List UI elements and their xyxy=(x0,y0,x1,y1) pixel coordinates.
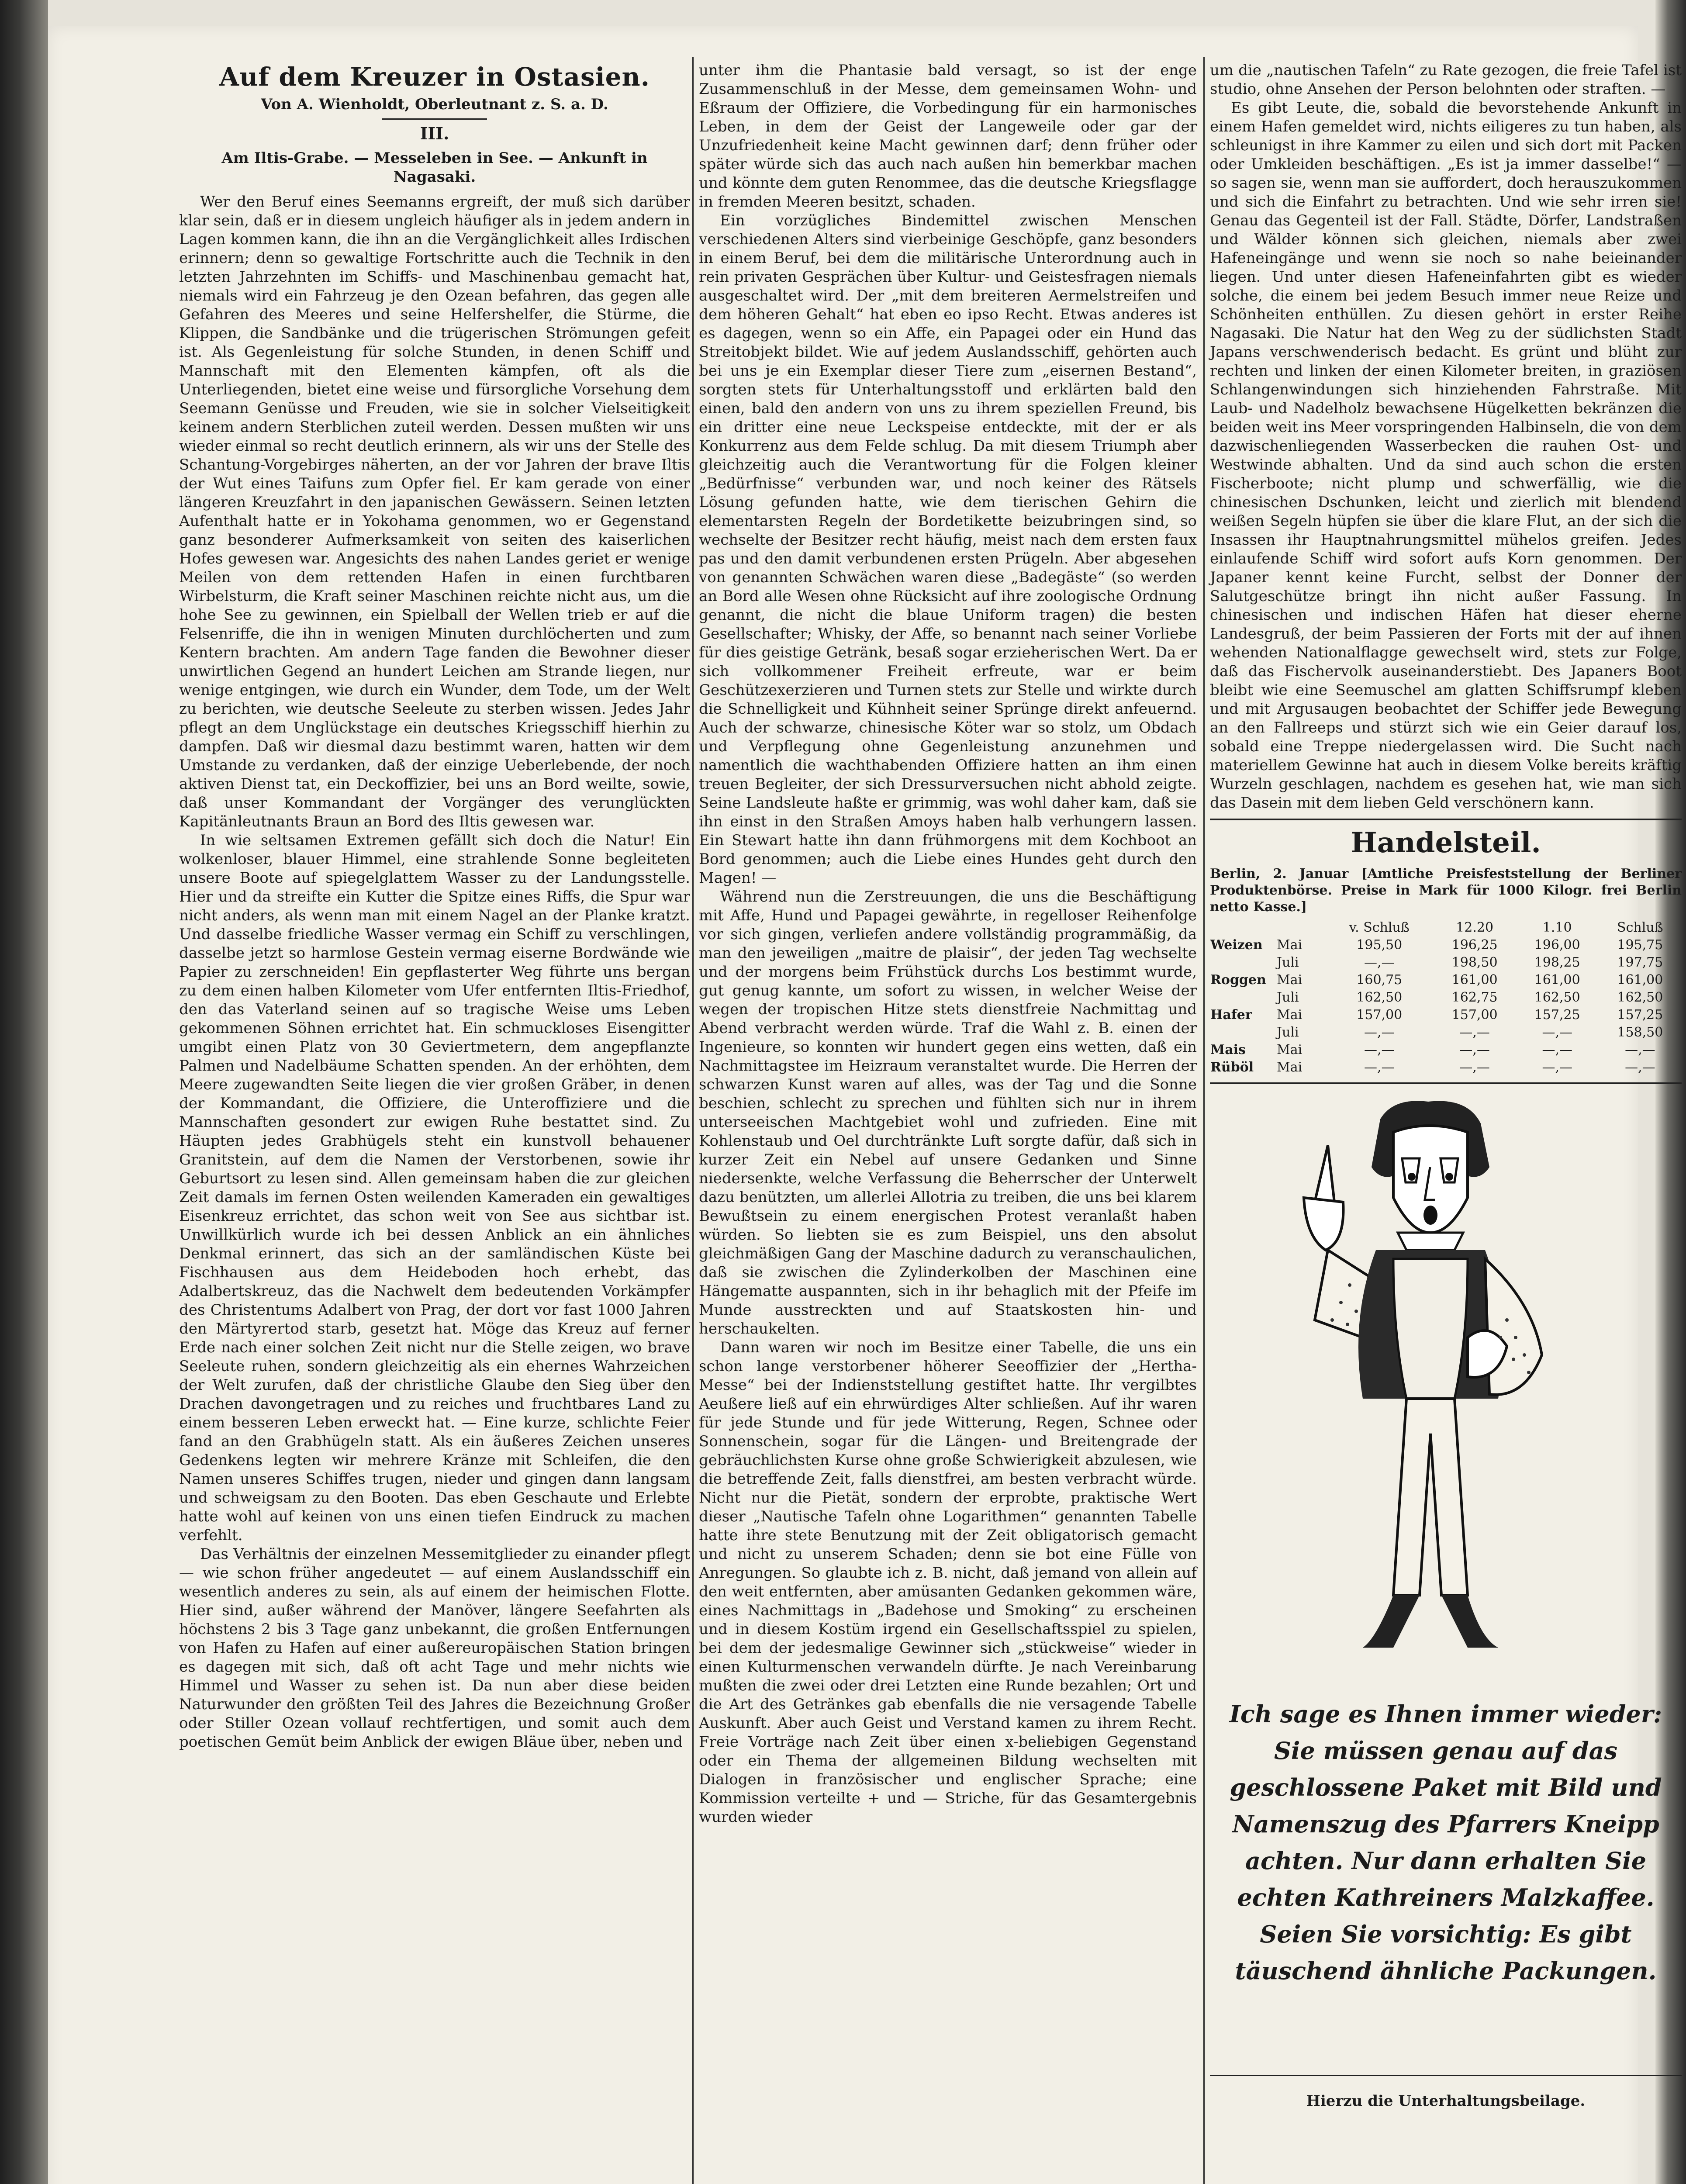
commodity-name: Rüböl xyxy=(1210,1060,1254,1075)
article-title: Auf dem Kreuzer in Ostasien. xyxy=(219,62,650,92)
commodity-name: Weizen xyxy=(1210,937,1263,953)
price-cell: 195,75 xyxy=(1617,937,1663,953)
price-cell: —,— xyxy=(1542,1025,1572,1040)
price-cell: 157,25 xyxy=(1617,1007,1663,1023)
article-paragraph: Wer den Beruf eines Seemanns ergreift, der muß sich darüber klar sein, daß er in diesem ungleich häufiger als in jedem andern in Lagen kommen kann, die ihn an die Vergänglichkeit alles Irdischen erinnern; denn so gewaltige Fortschritte auch die Technik in den letzten Jahrzehnten im Schiffs- und Maschinenbau gemacht hat, niemals wird ein Fahrzeug je den Ozean befahren, das gegen alle Gefahren des Meeres und seine Helfershelfer, die Stürme, die Klippen, die Sandbänke und die trügerischen Strömungen gefeit ist. Als Gegenleistung für solche Stunden, in denen Schiff und Mannschaft mit den Elementen kämpfen, oft als die Unterliegenden, bietet eine weise und fürsorgliche Vorsehung dem Seemann Genüsse und Freuden, wie sie in solcher Vielseitigkeit keinem andern Sterblichen zuteil werden. Dessen mußten wir uns wieder einmal so recht deutlich erinnern, als wir uns der Stelle des Schantung-Vorgebirges näherten, an der vor Jahren der brave Iltis der Wut eines Taifuns zum Opfer fiel. Er kam gerade von einer längeren Kreuzfahrt in den japanischen Gewässern. Seinen letzten Aufenthalt hatte er in Yokohama genommen, wo er Gegenstand ganz besonderer Aufmerksamkeit von seiten des kaiserlichen Hofes gewesen war. Angesichts des nahen Landes geriet er wenige Meilen von dem rettenden Hafen in einen furchtbaren Wirbelsturm, die Kraft seiner Maschinen reichte nicht aus, um die hohe See zu gewinnen, ein Spielball der Wellen trieb er auf die Felsenriffe, die ihn in wenigen Minuten durchlöcherten und zum Kentern brachten. Am andern Tage fanden die Bewohner dieser unwirtlichen Gegend an hundert Leichen am Strande liegen, nur wenige entgingen, wie durch ein Wunder, dem Tode, um der Welt zu berichten, wie deutsche Seeleute zu sterben wissen. Jedes Jahr pflegt an dem Unglückstage ein deutsches Kriegsschiff hierhin zu dampfen. Daß wir diesmal dazu bestimmt waren, hatten wir dem Umstande zu verdanken, daß der einzige Ueberlebende, der noch aktiven Dienst tat, ein Deckoffizier, bei uns an Bord weilte, sowie, daß unser Kommandant der Vorgänger des verunglückten Kapitänleutnants Braun an Bord des Iltis gewesen war. xyxy=(179,193,690,830)
price-cell: 160,75 xyxy=(1356,972,1403,988)
price-cell: —,— xyxy=(1459,1060,1490,1075)
article-subhead: Am Iltis-Grabe. — Messeleben in See. — Ankunft in Nagasaki. xyxy=(221,149,648,186)
market-report-heading: Berlin, 2. Januar [Amtliche Preisfeststellung der Berliner Produktenbörse. Preise in Mark für 1000 Kilogr. frei Berlin netto Kasse.] xyxy=(1210,866,1682,915)
delivery-month: Mai xyxy=(1277,1042,1303,1057)
commodity-name xyxy=(1210,1024,1276,1041)
article-byline: Von A. Wienholdt, Oberleutnant z. S. a. D. xyxy=(261,96,608,113)
delivery-month: Juli xyxy=(1277,990,1299,1005)
column-header: Schluß xyxy=(1617,920,1663,935)
delivery-month: Mai xyxy=(1277,1007,1303,1023)
column-2 xyxy=(699,61,1197,1827)
pfarrer-figure-illustration xyxy=(1262,1093,1577,1678)
newspaper-page xyxy=(48,26,1682,2184)
delivery-month: Mai xyxy=(1277,1060,1303,1075)
price-cell: 162,50 xyxy=(1534,990,1580,1005)
column-header: 1.10 xyxy=(1542,920,1572,935)
price-cell: —,— xyxy=(1364,1025,1395,1040)
delivery-month: Mai xyxy=(1277,937,1303,953)
price-cell: 195,50 xyxy=(1356,937,1403,953)
price-cell: —,— xyxy=(1459,1042,1490,1057)
article-paragraph: Das Verhältnis der einzelnen Messemitglieder zu einander pflegt — wie schon früher angedeutet — auf einem Auslandsschiff ein wesentlich anderes zu sein, als auf einem der heimischen Flotte. Hier sind, außer während der Manöver, längere Seefahrten als höchstens 2 bis 3 Tage ganz unbekannt, die großen Entfernungen von Hafen zu Hafen auf einer außereuropäischen Station bringen es dagegen mit sich, daß oft acht Tage und mehr nichts wie Himmel und Wasser zu sehen ist. Da nun aber diese beiden Naturwunder den größten Teil des Jahres die Bezeichnung Großer oder Stiller Ozean vollauf rechtfertigen, und somit auch dem poetischen Gemüt beim Anblick der ewigen Bläue über, neben und xyxy=(179,1545,690,1751)
table-body xyxy=(1210,936,1682,1076)
price-cell: 197,75 xyxy=(1617,955,1663,970)
price-cell: —,— xyxy=(1459,1025,1490,1040)
scan-edge-left xyxy=(0,0,48,2184)
grain-price-table xyxy=(1210,919,1682,1076)
price-cell: 162,50 xyxy=(1617,990,1663,1005)
price-cell: 196,25 xyxy=(1451,937,1498,953)
handelsteil-title: Handelsteil. xyxy=(1351,826,1541,859)
price-cell: 198,25 xyxy=(1534,955,1580,970)
footer-rule xyxy=(1210,2075,1682,2076)
price-cell: —,— xyxy=(1625,1042,1655,1057)
price-cell: 157,00 xyxy=(1356,1007,1403,1023)
table-row xyxy=(1210,954,1682,971)
column-header: 12.20 xyxy=(1456,920,1494,935)
price-cell: 157,25 xyxy=(1534,1007,1580,1023)
delivery-month: Juli xyxy=(1277,1025,1299,1040)
price-cell: 196,00 xyxy=(1534,937,1580,953)
table-row xyxy=(1210,1024,1682,1041)
title-divider xyxy=(382,118,487,120)
advert-text: Ich sage es Ihnen immer wieder: Sie müssen genau auf das geschlossene Paket mit Bild und Namenszug des Pfarrers Kneipp achten. Nur dann erhalten Sie echten Kathreiners Malzkaffee. Seien Sie vorsichtig: Es gibt täuschend ähnliche Packungen. xyxy=(1229,1700,1662,1985)
article-paragraph: um die „nautischen Tafeln“ zu Rate gezogen, die freie Tafel ist studio, ohne Ansehen der Person belohnten oder straften. — xyxy=(1210,62,1682,98)
commodity-name: Roggen xyxy=(1210,972,1266,988)
price-cell: 158,50 xyxy=(1617,1025,1663,1040)
article-paragraph: Dann waren wir noch im Besitze einer Tabelle, die uns ein schon lange verstorbener höherer Seeoffizier der „Hertha-Messe“ bei der Indienststellung gestiftet hatte. Ihr vergilbtes Aeußere ließ auf ein ehrwürdiges Alter schließen. Auf ihr waren für jede Stunde und für jede Witterung, Regen, Schnee oder Sonnenschein, sogar für die Längen- und Breitengrade der gebräuchlichsten Kurse ohne große Schwierigkeit abzulesen, wie die betreffende Zeit, falls dienstfrei, am besten verbracht würde. Nicht nur die Pietät, sondern der erprobte, praktische Wert dieser „Nautische Tafeln ohne Logarithmen“ genannten Tabelle hatte ihre stete Benutzung mit der Zeit obligatorisch gemacht und nicht zu unserem Schaden; denn sie bot eine Fülle von Anregungen. So glaubte ich z. B. nicht, daß jemand von allein auf den weit entfernten, aber amüsanten Gedanken gekommen wäre, eines Nachmittags in „Badehose und Smoking“ zu erscheinen und in diesem Kostüm irgend ein Gesellschaftsspiel zu spielen, bei dem der jedesmalige Gewinner sich „stückweise“ wieder in einen Kulturmenschen verwandeln dürfte. Je nach Vereinbarung mußten die zwei oder drei Letzten eine Runde bezahlen; Ort und die Art des Getränkes gab ebenfalls die nie versagende Tabelle Auskunft. Aber auch Geist und Verstand kamen zu ihrem Recht. Freie Vorträge nach Zeit über einen x-beliebigen Gegenstand oder ein Thema der allgemeinen Bildung wechselten mit Dialogen in französischer und englischer Sprache; eine Kommission verteilte + und — Striche, für das Gesamtergebnis wurden wieder xyxy=(699,1339,1197,1826)
article-paragraph: In wie seltsamen Extremen gefällt sich doch die Natur! Ein wolkenloser, blauer Himmel, eine strahlende Sonne begleiteten unsere Boote auf spiegelglattem Wasser zu der Landungsstelle. Hier und da streifte ein Kutter die Spitze eines Riffs, die Spur war nicht anders, als wenn man mit einem Nagel an der Planke kratzt. Und dasselbe friedliche Wasser vermag ein Schiff zu verschlingen, dasselbe jetzt so harmlose Gestein vermag eiserne Bordwände wie Papier zu zerschneiden! Ein gepflasterter Weg führte uns bergan zu dem einen halben Kilometer vom Ufer entfernten Iltis-Friedhof, den das Vaterland seinen auf so tragische Weise ums Leben gekommenen Söhnen errichtet hat. Ein schmuckloses Eisengitter umgibt einen Platz von 30 Geviertmetern, dem angepflanzte Palmen und Nadelbäume Schatten spenden. An der erhöhten, dem Meere zugewandten Seite liegen die vier großen Gräber, in denen der Kommandant, die Offiziere, die Unteroffiziere und die Mannschaften gesondert zur ewigen Ruhe bestattet sind. Zu Häupten jedes Grabhügels steht ein kunstvoll behauener Granitstein, auf dem die Namen der Verstorbenen, sowie ihr Geburtsort zu lesen sind. Allen gemeinsam haben die zur gleichen Zeit damals im fernen Osten weilenden Kameraden ein gewaltiges Eisenkreuz errichtet, das schon weit von See aus sichtbar ist. Unwillkürlich wurde ich bei dessen Anblick an ein ähnliches Denkmal erinnert, das sich an der samländischen Küste bei Fischhausen aus dem Heideboden hoch erhebt, das Adalbertskreuz, das die Nachwelt dem bedeutenden Vorkämpfer des Christentums Adalbert von Prag, der dort vor fast 1000 Jahren den Märtyrertod starb, gesetzt hat. Möge das Kreuz auf ferner Erde nach einer solchen Zeit nicht nur die Stelle zeigen, wo brave Seeleute ruhen, sondern gleichzeitig als ein ehernes Wahrzeichen der Welt zurufen, daß der christliche Glaube den Sieg über den Drachen davongetragen und zu reiches und fruchtbares Land zu einem besseren Leben erweckt hat. — Eine kurze, schlichte Feier fand an den Grabhügeln statt. Als ein äußeres Zeichen unseres Gedenkens legten wir mehrere Kränze mit Schleifen, die den Namen unseres Schiffes trugen, nieder und gingen dann langsam und schweigsam zu den Booten. Das eben Geschaute und Erlebte hatte wohl auf keinen von uns einen tiefen Eindruck zu machen verfehlt. xyxy=(179,832,690,1544)
article-paragraph: unter ihm die Phantasie bald versagt, so ist der enge Zusammenschluß in der Messe, dem gemeinsamen Wohn- und Eßraum der Offiziere, die Vorbedingung für ein harmonisches Leben, in dem der Geist der Langeweile oder gar der Unzufriedenheit keine Macht gewinnen darf; denn früher oder später würde sich das auch nach außen hin bemerkbar machen und könnte dem guten Renommee, das die deutsche Kriegsflagge in fremden Meeren besitzt, schaden. xyxy=(699,62,1197,211)
delivery-month: Mai xyxy=(1277,972,1303,988)
delivery-month: Juli xyxy=(1277,955,1299,970)
table-row xyxy=(1210,1006,1682,1024)
commodity-name: Hafer xyxy=(1210,1007,1252,1023)
price-cell: —,— xyxy=(1364,1042,1395,1057)
section-divider xyxy=(1210,819,1682,820)
column-1 xyxy=(179,61,690,1752)
price-cell: 162,50 xyxy=(1356,990,1403,1005)
commodity-name xyxy=(1210,989,1276,1006)
column-rule xyxy=(692,57,694,2184)
price-cell: 198,50 xyxy=(1451,955,1498,970)
price-cell: —,— xyxy=(1364,1060,1395,1075)
table-row xyxy=(1210,1041,1682,1059)
table-row xyxy=(1210,1059,1682,1076)
price-cell: 157,00 xyxy=(1451,1007,1498,1023)
article-paragraph: Ein vorzügliches Bindemittel zwischen Menschen verschiedenen Alters sind vierbeinige Geschöpfe, ganz besonders in einem Beruf, bei dem die militärische Unterordnung auch in rein privaten Gesprächen über Kultur- und Geistesfragen niemals ausgeschaltet wird. Der „mit dem breiteren Aermelstreifen und dem höheren Gehalt“ hat eben eo ipso Recht. Etwas anderes ist es dagegen, wenn so ein Affe, ein Papagei oder ein Hund das Streitobjekt bildet. Wie auf jedem Auslandsschiff, gehörten auch bei uns je ein Exemplar dieser Tiere zum „eisernen Bestand“, sorgten stets für Unterhaltungsstoff und erklärten bald den einen, bald den andern von uns zu ihrem speziellen Freund, bis ein dritter eine neue Leckspeise entdeckte, mit der er als Konkurrenz aus dem Felde schlug. Da mit diesem Triumph aber gleichzeitig auch die Verantwortung für die Folgen kleiner „Bedürfnisse“ verbunden war, und noch keiner des Rätsels Lösung gefunden hatte, wie dem tierischen Gehirn die elementarsten Regeln der Bordetikette beizubringen sind, so wechselte der Besitzer recht häufig, meist nach dem ersten faux pas und den damit verbundenen ersten Prügeln. Aber abgesehen von genannten Schwächen waren diese „Badegäste“ (so werden an Bord alle Wesen ohne Rücksicht auf ihre zoologische Ordnung genannt, die nicht die blaue Uniform tragen) die besten Gesellschafter; Whisky, der Affe, so benannt nach seiner Vorliebe für dies geistige Getränk, besaß sogar erzieherischen Wert. Da er sich vollkommener Freiheit erfreute, war er beim Geschützexerzieren und Turnen stets zur Stelle und wirkte durch die Schnelligkeit und Kühnheit seiner Sprünge direkt anfeuernd. Auch der schwarze, chinesische Köter war so stolz, um Obdach und Verpflegung ohne Gegenleistung anzunehmen und namentlich die wachthabenden Offiziere hatten an ihm einen treuen Begleiter, der sich Dressurversuchen nicht abhold zeigte. Seine Landsleute haßte er grimmig, was wohl daher kam, daß sie ihn einst in den Straßen Amoys haben halb verhungern lassen. Ein Stewart hatte ihn dann frühmorgens mit dem Kochboot an Bord genommen; auch die Liebe eines Hundes geht durch den Magen! — xyxy=(699,212,1197,887)
table-row xyxy=(1210,989,1682,1006)
table-row xyxy=(1210,936,1682,954)
section-divider xyxy=(1210,1082,1682,1084)
column-3 xyxy=(1210,61,1682,2032)
kathreiner-advert xyxy=(1210,1093,1682,2032)
price-cell: —,— xyxy=(1542,1042,1572,1057)
commodity-name: Mais xyxy=(1210,1042,1246,1057)
price-cell: 162,75 xyxy=(1451,990,1498,1005)
price-cell: —,— xyxy=(1625,1060,1655,1075)
supplement-note: Hierzu die Unterhaltungsbeilage. xyxy=(1306,2092,1586,2110)
price-cell: —,— xyxy=(1542,1060,1572,1075)
table-row xyxy=(1210,971,1682,989)
table-header-row xyxy=(1210,919,1682,936)
article-paragraph: Es gibt Leute, die, sobald die bevorstehende Ankunft in einem Hafen gemeldet wird, nichts eiligeres zu tun haben, als schleunigst in ihre Kammer zu eilen und sich dort mit Packen oder Umkleiden beschäftigen. „Es ist ja immer dasselbe!“ — so sagen sie, wenn man sie auffordert, doch herauszukommen und sich die Einfahrt zu betrachten. Und wie sehr irren sie! Genau das Gegenteil ist der Fall. Städte, Dörfer, Landstraßen und Wälder können sich gleichen, niemals aber zwei Hafeneingänge und wenn sie noch so nahe beieinander liegen. Und unter diesen Hafeneinfahrten gibt es wieder solche, die einem bei jedem Besuch immer neue Reize und Schönheiten enthüllen. Zu diesen gehört in erster Reihe Nagasaki. Die Natur hat den Weg zu der südlichsten Stadt Japans verschwenderisch bedacht. Es grünt und blüht zur rechten und linken der einen Kilometer breiten, in graziösen Schlangenwindungen sich hinziehenden Fahrstraße. Mit Laub- und Nadelholz bewachsene Hügelketten bekränzen die beiden weit ins Meer vorspringenden Halbinseln, die von dem dazwischenliegenden Wasserbecken die rauhen Ost- und Westwinde abhalten. Und da sind auch schon die ersten Fischerboote; nicht plump und schwerfällig, wie die chinesischen Dschunken, leicht und zierlich mit blendend weißen Segeln hüpfen sie über die klare Flut, an der sich die Insassen ihr Hauptnahrungsmittel mühelos greifen. Jedes einlaufende Schiff wird sofort aufs Korn genommen. Der Japaner kennt keine Furcht, selbst der Donner der Salutgeschütze bringt ihn nicht außer Fassung. In chinesischen und indischen Häfen hat dieser eherne Landesgruß, der beim Passieren der Forts mit der auf ihnen wehenden Nationalflagge gewechselt wird, stets zur Folge, daß das Fischervolk auseinanderstiebt. Des Japaners Boot bleibt wie eine Seemuschel am glatten Schiffsrumpf kleben und mit Argusaugen beobachtet der Schiffer jede Bewegung an den Fallreeps und stürzt sich wie ein Geier darauf los, sobald eine Treppe niedergelassen wird. Die Sucht nach materiellem Gewinne hat auch in diesem Volke bereits kräftig Wurzeln geschlagen, nachdem es gesehen hat, wie man sich das Dasein mit dem lieben Geld verschönern kann. xyxy=(1210,99,1682,812)
column-rule xyxy=(1203,57,1205,2184)
price-cell: 161,00 xyxy=(1451,972,1498,988)
article-paragraph: Während nun die Zerstreuungen, die uns die Beschäftigung mit Affe, Hund und Papagei gewährte, in regelloser Reihenfolge vor sich gingen, verliefen andere vollständig programmäßig, da man den jeweiligen „maitre de plaisir“, der jeden Tag wechselte und der morgens beim Frühstück durchs Los bestimmt wurde, gut genug kannte, um sofort zu wissen, in welcher Weise der wegen der tropischen Hitze stets dienstfreie Nachmittag und Abend verbracht werden würde. Traf die Wahl z. B. einen der Ingenieure, so konnten wir hundert gegen eins wetten, daß ein Nachmittagstee im Heizraum veranstaltet wurde. Die Herren der schwarzen Kunst waren auf alles, was der Tag und die Sonne beschien, schlecht zu sprechen und fühlten sich nur in ihrem unterseeischen Machtgebiet wohl und zufrieden. Eine mit Kohlenstaub und Oel durchtränkte Luft sorgte dafür, daß sich in kurzer Zeit ein Nebel auf unsere Gedanken und Sinne niedersenkte, welche Verfassung die Beherrscher der Unterwelt dazu benützten, um allerlei Allotria zu treiben, die uns bei klarem Bewußtsein zu einem energischen Protest veranlaßt haben würden. So liebten sie es zum Beispiel, uns den absolut gleichmäßigen Gang der Maschine dadurch zu veranschaulichen, daß sie zwischen die Zylinderkolben der Maschinen eine Hängematte auspannten, sich in ihr behaglich mit der Pfeife im Munde ausstreckten und auf Staatskosten hin- und herschaukelten. xyxy=(699,888,1197,1337)
column-header: v. Schluß xyxy=(1349,920,1410,935)
price-cell: —,— xyxy=(1364,955,1395,970)
price-cell: 161,00 xyxy=(1617,972,1663,988)
commodity-name xyxy=(1210,954,1276,971)
article-part-number: III. xyxy=(420,124,449,143)
price-cell: 161,00 xyxy=(1534,972,1580,988)
